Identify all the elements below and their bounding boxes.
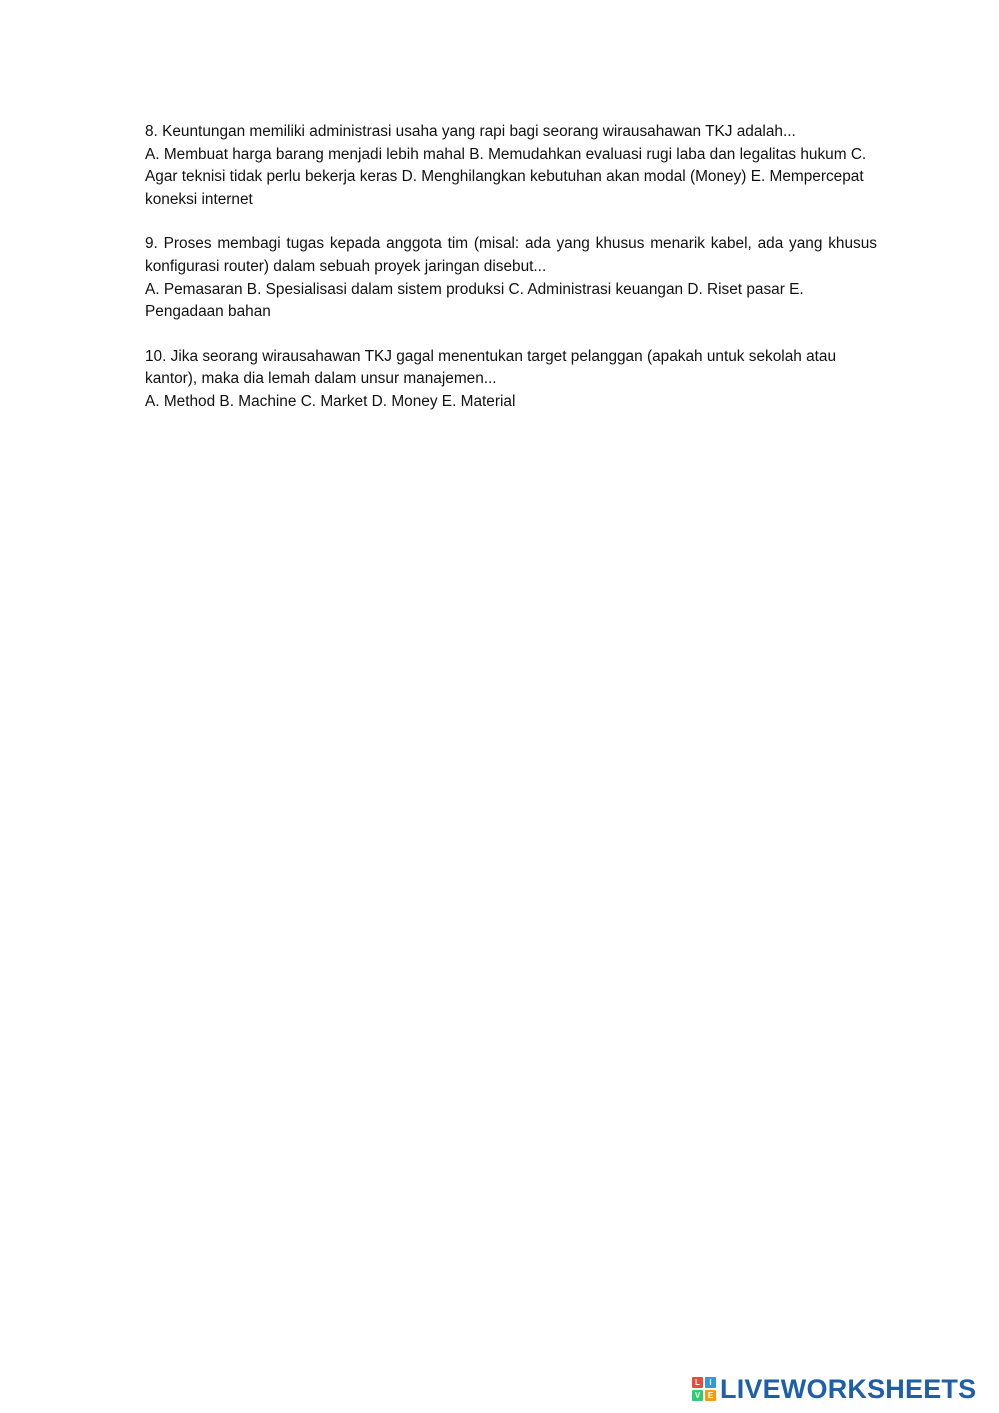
question-8 (145, 121, 877, 211)
logo-cell: I (705, 1377, 716, 1388)
question-stem: 9. Proses membagi tugas kepada anggota tim (misal: ada yang khusus menarik kabel, ada yang khusus konfigurasi router) dalam sebuah proyek jaringan disebut... (145, 235, 877, 275)
logo-cell: E (705, 1390, 716, 1401)
logo-cell: V (692, 1390, 703, 1401)
question-10 (145, 346, 877, 414)
question-9 (145, 233, 877, 323)
question-stem: 10. Jika seorang wirausahawan TKJ gagal menentukan target pelanggan (apakah untuk sekolah atau kantor), maka dia lemah dalam unsur manajemen... (145, 347, 837, 388)
question-options: A. Pemasaran B. Spesialisasi dalam sistem produksi C. Administrasi keuangan D. Riset pasar E. Pengadaan bahan (145, 280, 804, 321)
logo-cell: L (692, 1377, 703, 1388)
question-options: A. Membuat harga barang menjadi lebih mahal B. Memudahkan evaluasi rugi laba dan legalitas hukum C. Agar teknisi tidak perlu bekerja keras D. Menghilangkan kebutuhan akan modal (Money) E. Mempercepat koneksi internet (145, 145, 867, 208)
liveworksheets-watermark (692, 1374, 976, 1404)
question-stem: 8. Keuntungan memiliki administrasi usaha yang rapi bagi seorang wirausahawan TKJ adalah... (145, 123, 796, 140)
question-options: A. Method B. Machine C. Market D. Money E. Material (145, 392, 516, 410)
liveworksheets-logo-icon (692, 1377, 716, 1401)
worksheet-content (145, 121, 877, 436)
watermark-text: LIVEWORKSHEETS (720, 1374, 977, 1404)
